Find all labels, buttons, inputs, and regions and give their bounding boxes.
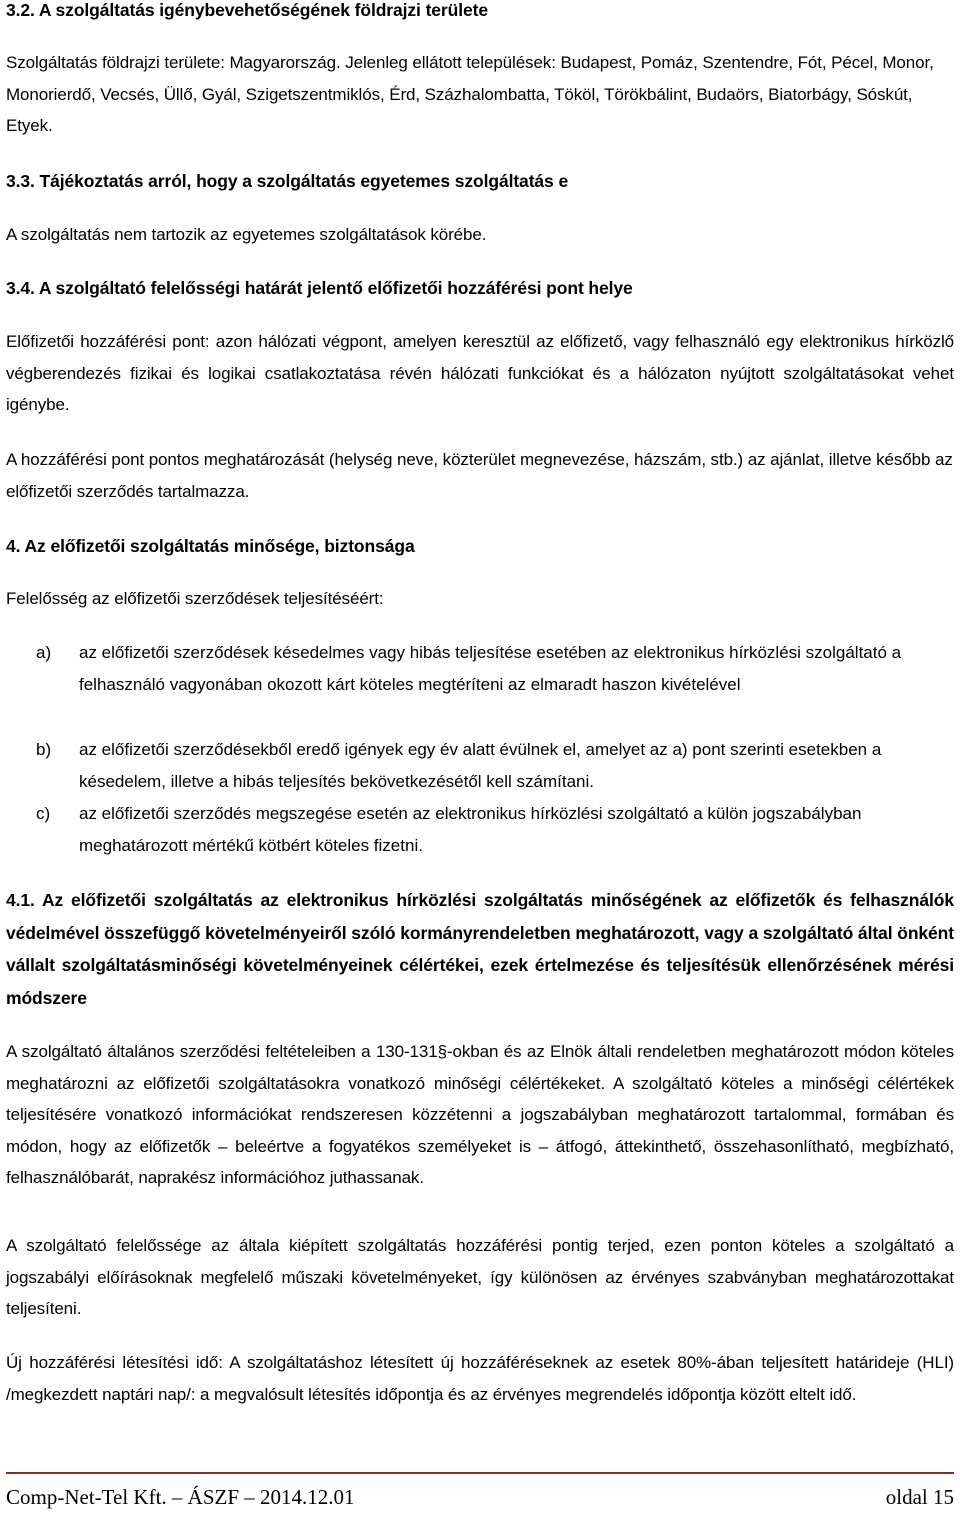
section-3-2-body: Szolgáltatás földrajzi területe: Magyarország. Jelenleg ellátott települések: Budapest, Pomáz, Szentendre, Fót, Pécel, Monor, Monorierdő, Vecsés, Üllő, Gyál, Szigetszentmiklós, Érd, Százhalombatta, Tököl, Törökbálint, Budaörs, Biatorbágy, Sóskút, Etyek. — [6, 53, 934, 135]
section-4-1-heading: 4.1. Az előfizetői szolgáltatás az elektronikus hírközlési szolgáltatás minőségének az előfizetők és felhasználók védelmével összefüggő követelményeiről szóló kormányrendeletben meghatározott, vagy a szolgáltató által önként vállalt szolgáltatásminőségi követelményeinek célértékei, ezek értelmezése és teljesítésük ellenőrzésének mérési módszere — [6, 890, 954, 1008]
section-3-4-paragraph-1: Előfizetői hozzáférési pont: azon hálózati végpont, amelyen keresztül az előfizető, vagy felhasználó egy elektronikus hírközlő végberendezés fizikai és logikai csatlakoztatása révén hálózati funkciókat és a hálózaton nyújtott szolgáltatásokat vehet igénybe. — [6, 332, 954, 414]
footer-rule — [6, 1472, 954, 1474]
section-4-intro: Felelősség az előfizetői szerződések teljesítéséért: — [6, 589, 384, 608]
footer-company-date: Comp-Net-Tel Kft. – ÁSZF – 2014.12.01 — [6, 1485, 355, 1509]
list-marker: c) — [36, 804, 51, 823]
section-3-2-heading: 3.2. A szolgáltatás igénybevehetőségének földrajzi területe — [6, 0, 488, 20]
list-item-text: az előfizetői szerződésekből eredő igények egy év alatt évülnek el, amelyet az a) pont szerinti esetekben a késedelem, illetve a hibás teljesítés bekövetkezésétől kell számítani. — [79, 740, 882, 791]
footer-page-number: oldal 15 — [885, 1485, 954, 1509]
section-3-4-heading: 3.4. A szolgáltató felelősségi határát jelentő előfizetői hozzáférési pont helye — [6, 278, 633, 298]
section-3-4-paragraph-2: A hozzáférési pont pontos meghatározását (helység neve, közterület megnevezése, házszám, stb.) az ajánlat, illetve később az előfizetői szerződés tartalmazza. — [6, 450, 953, 501]
section-4-1-paragraph-2: A szolgáltató felelőssége az általa kiépített szolgáltatás hozzáférési pontig terjed, ezen ponton köteles a szolgáltató a jogszabályi előírásoknak megfelelő műszaki követelményeket, így különösen az érvényes szabványban meghatározottakat teljesíteni. — [6, 1236, 954, 1318]
section-3-3-body: A szolgáltatás nem tartozik az egyetemes szolgáltatások körébe. — [6, 225, 487, 244]
list-marker: a) — [36, 643, 52, 662]
section-4-1-paragraph-1: A szolgáltató általános szerződési feltételeiben a 130-131§-okban és az Elnök általi rendeletben meghatározott módon köteles meghatározni az előfizetői szolgáltatásokra vonatkozó minőségi célértékeket. A szolgáltató köteles a minőségi célértékek teljesítésére vonatkozó információkat rendszeresen közzétenni a jogszabályban meghatározott tartalommal, formában és módon, hogy az előfizetők – beleértve a fogyatékos személyeket is – átfogó, áttekinthető, összehasonlítható, megbízható, felhasználóbarát, naprakész információhoz juthassanak. — [6, 1042, 954, 1187]
section-3-3-heading: 3.3. Tájékoztatás arról, hogy a szolgáltatás egyetemes szolgáltatás e — [6, 171, 569, 191]
list-marker: b) — [36, 740, 52, 759]
list-item-text: az előfizetői szerződés megszegése esetén az elektronikus hírközlési szolgáltató a külön jogszabályban meghatározott mértékű kötbért köteles fizetni. — [79, 804, 862, 855]
list-item-text: az előfizetői szerződések késedelmes vagy hibás teljesítése esetében az elektronikus hírközlési szolgáltató a felhasználó vagyonában okozott kárt köteles megtéríteni az elmaradt haszon kivételével — [79, 643, 902, 694]
section-4-heading: 4. Az előfizetői szolgáltatás minősége, biztonsága — [6, 536, 415, 556]
section-4-1-paragraph-3: Új hozzáférési létesítési idő: A szolgáltatáshoz létesített új hozzáféréseknek az esetek 80%-ában teljesített határideje (HLI) /megkezdett naptári nap/: a megvalósult létesítés időpontja és az érvényes megrendelés időpontja között eltelt idő. — [6, 1353, 954, 1404]
